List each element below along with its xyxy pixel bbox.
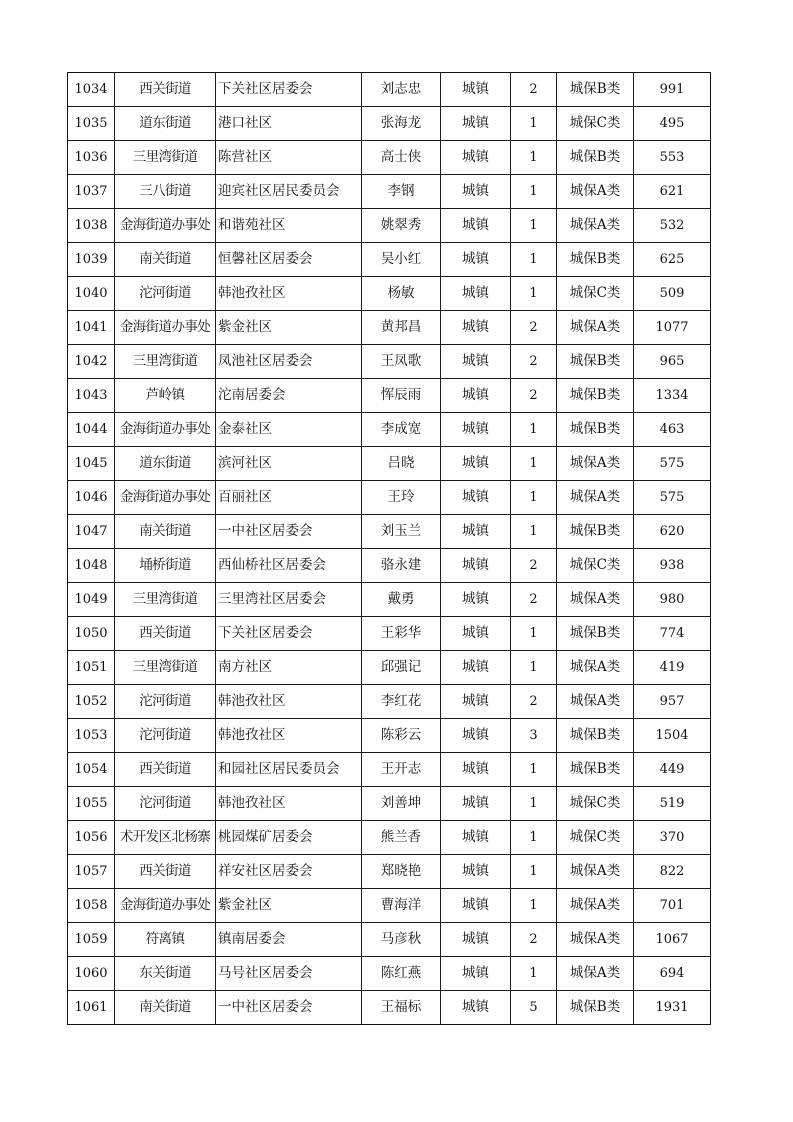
cell-row-number: 1052 xyxy=(68,685,115,719)
cell-row-number: 1050 xyxy=(68,617,115,651)
cell-street: 三里湾街道 xyxy=(115,651,216,685)
cell-street: 南关街道 xyxy=(115,991,216,1025)
cell-area-type: 城镇 xyxy=(441,583,511,617)
cell-person-name: 邱强记 xyxy=(362,651,441,685)
cell-person-name: 陈红燕 xyxy=(362,957,441,991)
cell-household-count: 1 xyxy=(511,175,557,209)
cell-household-count: 2 xyxy=(511,549,557,583)
cell-amount: 419 xyxy=(634,651,711,685)
cell-community: 滨河社区 xyxy=(216,447,362,481)
cell-household-count: 2 xyxy=(511,379,557,413)
cell-row-number: 1041 xyxy=(68,311,115,345)
cell-insurance-category: 城保A类 xyxy=(557,651,634,685)
cell-street: 西关街道 xyxy=(115,617,216,651)
cell-area-type: 城镇 xyxy=(441,209,511,243)
cell-community: 恒馨社区居委会 xyxy=(216,243,362,277)
cell-amount: 553 xyxy=(634,141,711,175)
cell-person-name: 李钢 xyxy=(362,175,441,209)
cell-household-count: 1 xyxy=(511,243,557,277)
cell-area-type: 城镇 xyxy=(441,549,511,583)
cell-household-count: 1 xyxy=(511,651,557,685)
cell-community: 三里湾社区居委会 xyxy=(216,583,362,617)
cell-street: 道东街道 xyxy=(115,107,216,141)
cell-person-name: 王彩华 xyxy=(362,617,441,651)
table-row xyxy=(68,141,711,175)
cell-street: 金海街道办事处 xyxy=(115,311,216,345)
table-row xyxy=(68,515,711,549)
cell-row-number: 1046 xyxy=(68,481,115,515)
cell-amount: 1334 xyxy=(634,379,711,413)
cell-row-number: 1043 xyxy=(68,379,115,413)
table-row xyxy=(68,719,711,753)
cell-insurance-category: 城保B类 xyxy=(557,413,634,447)
cell-insurance-category: 城保B类 xyxy=(557,753,634,787)
cell-insurance-category: 城保A类 xyxy=(557,311,634,345)
cell-household-count: 2 xyxy=(511,685,557,719)
cell-community: 沱南居委会 xyxy=(216,379,362,413)
cell-row-number: 1039 xyxy=(68,243,115,277)
table-row xyxy=(68,889,711,923)
cell-household-count: 1 xyxy=(511,787,557,821)
cell-person-name: 恽辰雨 xyxy=(362,379,441,413)
cell-amount: 957 xyxy=(634,685,711,719)
cell-person-name: 熊兰香 xyxy=(362,821,441,855)
cell-area-type: 城镇 xyxy=(441,481,511,515)
table-row xyxy=(68,311,711,345)
table-row xyxy=(68,447,711,481)
table-row xyxy=(68,923,711,957)
cell-insurance-category: 城保C类 xyxy=(557,821,634,855)
cell-area-type: 城镇 xyxy=(441,277,511,311)
cell-street: 芦岭镇 xyxy=(115,379,216,413)
cell-area-type: 城镇 xyxy=(441,957,511,991)
cell-row-number: 1056 xyxy=(68,821,115,855)
cell-person-name: 李成宽 xyxy=(362,413,441,447)
cell-street: 沱河街道 xyxy=(115,719,216,753)
cell-amount: 1067 xyxy=(634,923,711,957)
cell-community: 一中社区居委会 xyxy=(216,515,362,549)
cell-amount: 509 xyxy=(634,277,711,311)
cell-household-count: 1 xyxy=(511,277,557,311)
cell-community: 下关社区居委会 xyxy=(216,617,362,651)
cell-person-name: 张海龙 xyxy=(362,107,441,141)
cell-household-count: 1 xyxy=(511,617,557,651)
cell-area-type: 城镇 xyxy=(441,719,511,753)
cell-household-count: 1 xyxy=(511,447,557,481)
cell-street: 东关街道 xyxy=(115,957,216,991)
cell-person-name: 王福标 xyxy=(362,991,441,1025)
cell-area-type: 城镇 xyxy=(441,889,511,923)
cell-amount: 701 xyxy=(634,889,711,923)
cell-household-count: 2 xyxy=(511,583,557,617)
cell-community: 下关社区居委会 xyxy=(216,73,362,107)
cell-area-type: 城镇 xyxy=(441,73,511,107)
cell-household-count: 1 xyxy=(511,413,557,447)
cell-person-name: 曹海洋 xyxy=(362,889,441,923)
cell-person-name: 刘善坤 xyxy=(362,787,441,821)
cell-community: 紫金社区 xyxy=(216,889,362,923)
cell-insurance-category: 城保A类 xyxy=(557,481,634,515)
cell-person-name: 黄邦昌 xyxy=(362,311,441,345)
cell-insurance-category: 城保B类 xyxy=(557,345,634,379)
cell-community: 一中社区居委会 xyxy=(216,991,362,1025)
cell-person-name: 王凤歌 xyxy=(362,345,441,379)
cell-area-type: 城镇 xyxy=(441,651,511,685)
cell-household-count: 1 xyxy=(511,889,557,923)
cell-insurance-category: 城保A类 xyxy=(557,685,634,719)
cell-insurance-category: 城保C类 xyxy=(557,277,634,311)
cell-row-number: 1058 xyxy=(68,889,115,923)
cell-insurance-category: 城保A类 xyxy=(557,583,634,617)
cell-row-number: 1053 xyxy=(68,719,115,753)
table-row xyxy=(68,991,711,1025)
cell-person-name: 刘玉兰 xyxy=(362,515,441,549)
cell-community: 桃园煤矿居委会 xyxy=(216,821,362,855)
cell-insurance-category: 城保A类 xyxy=(557,855,634,889)
cell-insurance-category: 城保B类 xyxy=(557,617,634,651)
table-row xyxy=(68,73,711,107)
cell-insurance-category: 城保B类 xyxy=(557,141,634,175)
cell-household-count: 2 xyxy=(511,73,557,107)
cell-street: 三里湾街道 xyxy=(115,583,216,617)
cell-row-number: 1042 xyxy=(68,345,115,379)
cell-community: 陈营社区 xyxy=(216,141,362,175)
cell-amount: 575 xyxy=(634,447,711,481)
table-row xyxy=(68,107,711,141)
cell-household-count: 1 xyxy=(511,481,557,515)
cell-community: 和园社区居民委员会 xyxy=(216,753,362,787)
table-body xyxy=(68,73,711,1025)
cell-row-number: 1055 xyxy=(68,787,115,821)
cell-community: 韩池孜社区 xyxy=(216,719,362,753)
cell-amount: 694 xyxy=(634,957,711,991)
table-row xyxy=(68,821,711,855)
cell-person-name: 王开志 xyxy=(362,753,441,787)
table-row xyxy=(68,957,711,991)
cell-community: 紫金社区 xyxy=(216,311,362,345)
cell-community: 祥安社区居委会 xyxy=(216,855,362,889)
cell-street: 沱河街道 xyxy=(115,277,216,311)
table-row xyxy=(68,685,711,719)
cell-insurance-category: 城保C类 xyxy=(557,787,634,821)
cell-amount: 774 xyxy=(634,617,711,651)
table-row xyxy=(68,379,711,413)
cell-community: 和谐苑社区 xyxy=(216,209,362,243)
cell-household-count: 1 xyxy=(511,957,557,991)
cell-amount: 519 xyxy=(634,787,711,821)
table-row xyxy=(68,617,711,651)
cell-row-number: 1060 xyxy=(68,957,115,991)
cell-household-count: 1 xyxy=(511,855,557,889)
cell-person-name: 姚翠秀 xyxy=(362,209,441,243)
cell-community: 凤池社区居委会 xyxy=(216,345,362,379)
table-row xyxy=(68,753,711,787)
cell-street: 术开发区北杨寨 xyxy=(115,821,216,855)
cell-household-count: 1 xyxy=(511,821,557,855)
cell-community: 西仙桥社区居委会 xyxy=(216,549,362,583)
cell-row-number: 1040 xyxy=(68,277,115,311)
cell-area-type: 城镇 xyxy=(441,311,511,345)
cell-area-type: 城镇 xyxy=(441,107,511,141)
cell-area-type: 城镇 xyxy=(441,413,511,447)
cell-row-number: 1057 xyxy=(68,855,115,889)
cell-household-count: 1 xyxy=(511,107,557,141)
cell-row-number: 1037 xyxy=(68,175,115,209)
cell-row-number: 1059 xyxy=(68,923,115,957)
cell-community: 金泰社区 xyxy=(216,413,362,447)
cell-street: 金海街道办事处 xyxy=(115,209,216,243)
table-row xyxy=(68,583,711,617)
cell-street: 沱河街道 xyxy=(115,685,216,719)
cell-person-name: 马彦秋 xyxy=(362,923,441,957)
table-row xyxy=(68,481,711,515)
cell-community: 韩池孜社区 xyxy=(216,277,362,311)
cell-row-number: 1049 xyxy=(68,583,115,617)
table-row xyxy=(68,651,711,685)
table-row xyxy=(68,243,711,277)
cell-community: 马号社区居委会 xyxy=(216,957,362,991)
cell-insurance-category: 城保A类 xyxy=(557,957,634,991)
cell-row-number: 1035 xyxy=(68,107,115,141)
cell-person-name: 杨敏 xyxy=(362,277,441,311)
cell-household-count: 1 xyxy=(511,209,557,243)
cell-person-name: 郑晓艳 xyxy=(362,855,441,889)
cell-insurance-category: 城保A类 xyxy=(557,889,634,923)
cell-person-name: 刘志忠 xyxy=(362,73,441,107)
table-row xyxy=(68,175,711,209)
cell-street: 金海街道办事处 xyxy=(115,481,216,515)
cell-amount: 980 xyxy=(634,583,711,617)
cell-person-name: 李红花 xyxy=(362,685,441,719)
cell-street: 西关街道 xyxy=(115,855,216,889)
cell-amount: 532 xyxy=(634,209,711,243)
cell-insurance-category: 城保A类 xyxy=(557,175,634,209)
cell-amount: 575 xyxy=(634,481,711,515)
table-row xyxy=(68,345,711,379)
cell-amount: 620 xyxy=(634,515,711,549)
cell-area-type: 城镇 xyxy=(441,175,511,209)
cell-amount: 1077 xyxy=(634,311,711,345)
cell-row-number: 1036 xyxy=(68,141,115,175)
cell-street: 道东街道 xyxy=(115,447,216,481)
cell-amount: 965 xyxy=(634,345,711,379)
cell-amount: 370 xyxy=(634,821,711,855)
cell-household-count: 1 xyxy=(511,753,557,787)
cell-insurance-category: 城保B类 xyxy=(557,73,634,107)
cell-street: 三八街道 xyxy=(115,175,216,209)
cell-street: 西关街道 xyxy=(115,753,216,787)
cell-insurance-category: 城保B类 xyxy=(557,719,634,753)
cell-area-type: 城镇 xyxy=(441,515,511,549)
cell-row-number: 1054 xyxy=(68,753,115,787)
cell-insurance-category: 城保A类 xyxy=(557,923,634,957)
cell-area-type: 城镇 xyxy=(441,923,511,957)
cell-person-name: 吕晓 xyxy=(362,447,441,481)
cell-amount: 938 xyxy=(634,549,711,583)
cell-row-number: 1048 xyxy=(68,549,115,583)
cell-area-type: 城镇 xyxy=(441,243,511,277)
cell-amount: 449 xyxy=(634,753,711,787)
cell-community: 港口社区 xyxy=(216,107,362,141)
cell-area-type: 城镇 xyxy=(441,855,511,889)
cell-insurance-category: 城保B类 xyxy=(557,515,634,549)
cell-amount: 1931 xyxy=(634,991,711,1025)
cell-area-type: 城镇 xyxy=(441,379,511,413)
cell-amount: 495 xyxy=(634,107,711,141)
cell-area-type: 城镇 xyxy=(441,991,511,1025)
cell-street: 南关街道 xyxy=(115,515,216,549)
table-row xyxy=(68,277,711,311)
cell-insurance-category: 城保C类 xyxy=(557,107,634,141)
cell-community: 镇南居委会 xyxy=(216,923,362,957)
cell-street: 符离镇 xyxy=(115,923,216,957)
cell-area-type: 城镇 xyxy=(441,753,511,787)
cell-amount: 991 xyxy=(634,73,711,107)
cell-area-type: 城镇 xyxy=(441,141,511,175)
cell-row-number: 1034 xyxy=(68,73,115,107)
cell-street: 金海街道办事处 xyxy=(115,413,216,447)
cell-street: 南关街道 xyxy=(115,243,216,277)
data-table xyxy=(67,72,711,1025)
cell-amount: 822 xyxy=(634,855,711,889)
cell-community: 韩池孜社区 xyxy=(216,787,362,821)
cell-row-number: 1051 xyxy=(68,651,115,685)
cell-area-type: 城镇 xyxy=(441,685,511,719)
cell-household-count: 1 xyxy=(511,515,557,549)
cell-row-number: 1047 xyxy=(68,515,115,549)
cell-person-name: 陈彩云 xyxy=(362,719,441,753)
cell-community: 迎宾社区居民委员会 xyxy=(216,175,362,209)
cell-person-name: 高士侠 xyxy=(362,141,441,175)
cell-household-count: 2 xyxy=(511,345,557,379)
cell-row-number: 1061 xyxy=(68,991,115,1025)
cell-amount: 1504 xyxy=(634,719,711,753)
table-row xyxy=(68,787,711,821)
cell-community: 韩池孜社区 xyxy=(216,685,362,719)
cell-insurance-category: 城保C类 xyxy=(557,549,634,583)
table-row xyxy=(68,855,711,889)
cell-person-name: 戴勇 xyxy=(362,583,441,617)
cell-person-name: 骆永建 xyxy=(362,549,441,583)
cell-area-type: 城镇 xyxy=(441,617,511,651)
table-row xyxy=(68,413,711,447)
cell-area-type: 城镇 xyxy=(441,787,511,821)
cell-street: 西关街道 xyxy=(115,73,216,107)
cell-insurance-category: 城保B类 xyxy=(557,379,634,413)
table-row xyxy=(68,549,711,583)
cell-community: 南方社区 xyxy=(216,651,362,685)
cell-amount: 463 xyxy=(634,413,711,447)
cell-household-count: 5 xyxy=(511,991,557,1025)
cell-household-count: 2 xyxy=(511,923,557,957)
cell-insurance-category: 城保A类 xyxy=(557,209,634,243)
cell-person-name: 王玲 xyxy=(362,481,441,515)
cell-street: 金海街道办事处 xyxy=(115,889,216,923)
cell-area-type: 城镇 xyxy=(441,345,511,379)
cell-person-name: 吴小红 xyxy=(362,243,441,277)
cell-household-count: 2 xyxy=(511,311,557,345)
cell-area-type: 城镇 xyxy=(441,821,511,855)
cell-street: 三里湾街道 xyxy=(115,141,216,175)
cell-street: 埇桥街道 xyxy=(115,549,216,583)
cell-street: 三里湾街道 xyxy=(115,345,216,379)
cell-insurance-category: 城保B类 xyxy=(557,243,634,277)
cell-household-count: 3 xyxy=(511,719,557,753)
cell-amount: 621 xyxy=(634,175,711,209)
cell-amount: 625 xyxy=(634,243,711,277)
cell-household-count: 1 xyxy=(511,141,557,175)
cell-row-number: 1045 xyxy=(68,447,115,481)
cell-row-number: 1044 xyxy=(68,413,115,447)
cell-community: 百丽社区 xyxy=(216,481,362,515)
cell-street: 沱河街道 xyxy=(115,787,216,821)
cell-insurance-category: 城保B类 xyxy=(557,991,634,1025)
cell-area-type: 城镇 xyxy=(441,447,511,481)
cell-insurance-category: 城保A类 xyxy=(557,447,634,481)
table-row xyxy=(68,209,711,243)
cell-row-number: 1038 xyxy=(68,209,115,243)
